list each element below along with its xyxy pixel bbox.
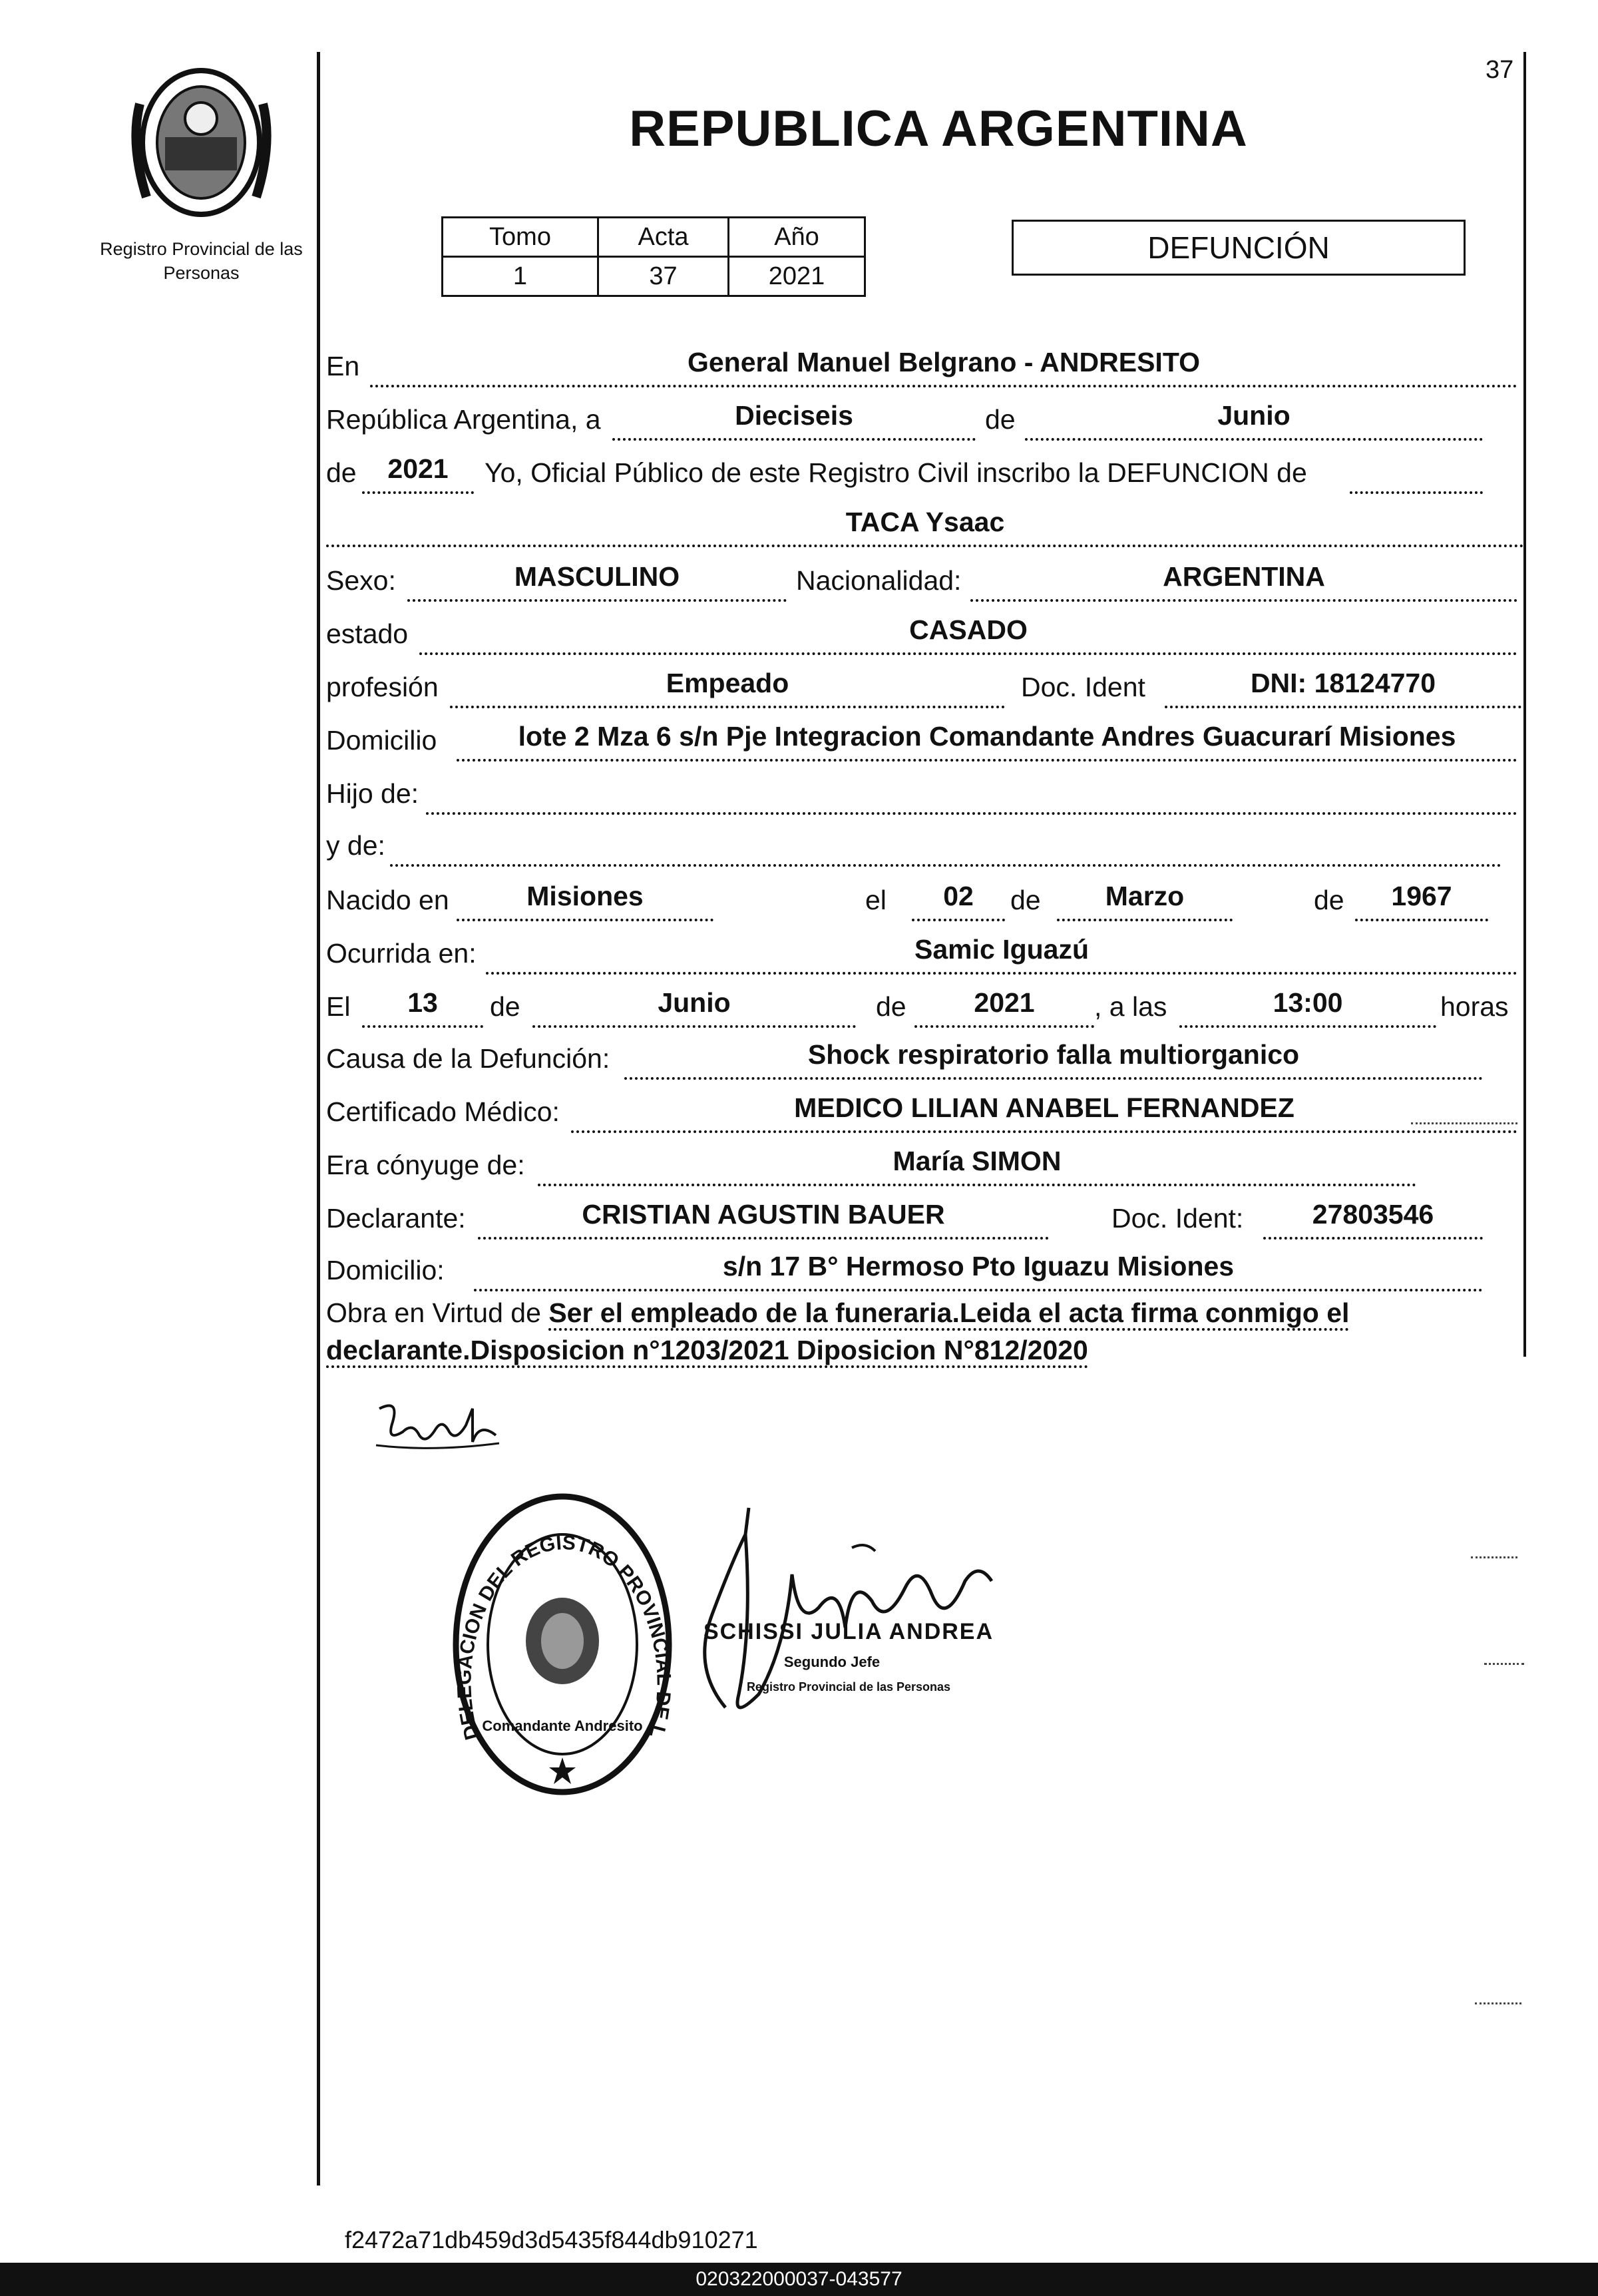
value-anio: 2021 (387, 453, 449, 484)
field-domicilio-declarante (474, 1252, 1483, 1291)
value-obra: Ser el empleado de la funeraria.Leida el acta firma conmigo el declarante.Disposicion n°1203/2021 Diposicion N°812/2020 (326, 1297, 1349, 1368)
field-y-de (390, 827, 1501, 867)
field-en (370, 347, 1517, 387)
label-y-de: y de: (326, 830, 385, 861)
declarant-signature (373, 1395, 506, 1455)
logo-caption: Registro Provincial de las Personas (100, 239, 303, 283)
value-estado: CASADO (909, 614, 1028, 645)
official-role: Segundo Jefe (783, 1654, 881, 1670)
field-month (1025, 401, 1483, 441)
row-profesion (326, 664, 1517, 712)
value-sexo: MASCULINO (514, 561, 680, 592)
value-declarante: CRISTIAN AGUSTIN BAUER (582, 1199, 945, 1230)
scan-artifact (1471, 1556, 1517, 1558)
label-hijo-de: Hijo de: (326, 778, 419, 809)
label-el: el (865, 885, 887, 915)
value-domicilio-declarante: s/n 17 B° Hermoso Pto Iguazu Misiones (722, 1251, 1235, 1281)
field-nacido-mes (1057, 881, 1233, 921)
row-en (326, 344, 1517, 391)
svg-text:Comandante Andresito: Comandante Andresito (482, 1718, 643, 1734)
field-ocurrida (486, 935, 1517, 975)
register-header-tomo: Tomo (443, 218, 598, 257)
field-hora (1179, 988, 1436, 1028)
label-obra: Obra en Virtud de (326, 1297, 541, 1328)
value-ocurrida: Samic Iguazú (914, 934, 1089, 965)
label-horas: horas (1440, 991, 1509, 1022)
barcode-strip (0, 2263, 1598, 2296)
value-domicilio: lote 2 Mza 6 s/n Pje Integracion Comandante Andres Guacurarí Misiones (518, 721, 1456, 752)
label-estado: estado (326, 618, 409, 649)
label-nacido-de1: de (1010, 885, 1041, 915)
value-nombre: TACA Ysaac (845, 507, 1005, 537)
value-conyuge: María SIMON (893, 1146, 1062, 1176)
left-margin-rule (317, 52, 320, 2185)
label-defuncion-de2: de (876, 991, 906, 1022)
row-nombre (326, 503, 1517, 551)
field-defuncion-mes (532, 988, 856, 1028)
label-defuncion-de1: de (490, 991, 520, 1022)
row-causa (326, 1036, 1517, 1084)
scan-artifact (1411, 1122, 1517, 1124)
right-margin-rule (1523, 52, 1526, 1357)
value-nacido-mes: Marzo (1105, 881, 1185, 911)
row-domicilio-declarante (326, 1248, 1517, 1295)
label-doc-ident: Doc. Ident (1021, 672, 1145, 702)
label-en: En (326, 351, 360, 381)
label-declarante: Declarante: (326, 1203, 466, 1234)
register-table (441, 216, 866, 297)
document-hash: f2472a71db459d3d5435f844db910271 (345, 2226, 758, 2253)
field-nacido-dia (912, 881, 1005, 921)
field-sexo (407, 562, 787, 602)
label-profesion: profesión (326, 672, 439, 702)
field-certificado (571, 1093, 1517, 1133)
label-ocurrida: Ocurrida en: (326, 938, 477, 969)
value-nacido-anio: 1967 (1391, 881, 1452, 911)
field-nacido-anio (1355, 881, 1488, 921)
label-a-las: , a las (1094, 991, 1167, 1022)
row-sexo (326, 558, 1517, 606)
official-stamp (449, 1491, 676, 1797)
row-conyuge (326, 1142, 1517, 1190)
register-header-anio: Año (729, 218, 865, 257)
field-nacionalidad (970, 562, 1517, 602)
intro-text: Yo, Oficial Público de este Registro Civil inscribo la DEFUNCION de (485, 457, 1307, 488)
value-nacido-lugar: Misiones (526, 881, 644, 911)
value-defuncion-dia: 13 (407, 987, 438, 1018)
svg-text:DELEGACION DEL REGISTRO PROVIN: DELEGACION DEL REGISTRO PROVINCIAL DE L (453, 1531, 675, 1743)
field-declarante-doc (1263, 1200, 1483, 1240)
barcode-text: 020322000037-043577 (696, 2268, 902, 2290)
label-nacido: Nacido en (326, 885, 449, 915)
row-nacido (326, 877, 1517, 925)
field-profesion (450, 668, 1005, 708)
value-declarante-doc: 27803546 (1312, 1199, 1434, 1230)
value-hora: 13:00 (1273, 987, 1343, 1018)
field-nombre (326, 507, 1524, 547)
row-estado (326, 611, 1517, 659)
obra-en-virtud (326, 1294, 1524, 1369)
label-nacido-de2: de (1314, 885, 1344, 915)
label-domicilio-declarante: Domicilio: (326, 1255, 445, 1285)
value-profesion: Empeado (666, 668, 789, 698)
row-hijo-de (326, 771, 1517, 819)
field-defuncion-anio (914, 988, 1094, 1028)
field-causa (624, 1040, 1483, 1080)
label-republica: República Argentina, a (326, 404, 601, 435)
row-fecha-defuncion (326, 984, 1517, 1032)
field-day (612, 401, 976, 441)
page-title: REPUBLICA ARGENTINA (629, 101, 1248, 157)
row-anio (326, 450, 1517, 498)
field-hijo-de (426, 775, 1517, 815)
label-domicilio: Domicilio (326, 725, 437, 756)
page-number: 37 (1486, 56, 1514, 84)
label-declarante-doc: Doc. Ident: (1111, 1203, 1244, 1234)
field-nacido-lugar (457, 881, 713, 921)
document-type-box: DEFUNCIÓN (1012, 220, 1466, 276)
row-declarante (326, 1196, 1517, 1244)
scan-artifact (1484, 1663, 1524, 1665)
field-estado (419, 615, 1517, 655)
value-en: General Manuel Belgrano - ANDRESITO (687, 347, 1201, 377)
field-defuncion-dia (362, 988, 483, 1028)
field-trailing (1350, 454, 1483, 494)
value-day: Dieciseis (735, 400, 853, 431)
row-ocurrida (326, 931, 1517, 979)
field-conyuge (538, 1146, 1416, 1186)
value-defuncion-mes: Junio (658, 987, 731, 1018)
register-value-tomo: 1 (443, 257, 598, 296)
official-office: Registro Provincial de las Personas (746, 1680, 951, 1694)
value-causa: Shock respiratorio falla multiorganico (807, 1039, 1300, 1070)
label-conyuge: Era cónyuge de: (326, 1150, 525, 1180)
provincial-logo (126, 64, 276, 220)
label-de: de (985, 404, 1016, 435)
field-anio (362, 454, 474, 494)
label-nacionalidad: Nacionalidad: (796, 565, 962, 596)
field-declarante (478, 1200, 1049, 1240)
register-header-acta: Acta (598, 218, 729, 257)
field-doc-ident (1165, 668, 1521, 708)
value-doc-ident: DNI: 18124770 (1250, 668, 1436, 698)
label-sexo: Sexo: (326, 565, 396, 596)
label-de-anio: de (326, 457, 357, 488)
value-nacido-dia: 02 (943, 881, 974, 911)
field-domicilio (457, 722, 1517, 762)
label-certificado: Certificado Médico: (326, 1096, 560, 1127)
register-value-acta: 37 (598, 257, 729, 296)
label-causa: Causa de la Defunción: (326, 1043, 610, 1074)
value-certificado: MEDICO LILIAN ANABEL FERNANDEZ (794, 1092, 1295, 1123)
register-value-anio: 2021 (729, 257, 865, 296)
scan-artifact (1475, 2002, 1521, 2004)
value-nacionalidad: ARGENTINA (1163, 561, 1325, 592)
row-y-de (326, 823, 1517, 871)
value-month: Junio (1217, 400, 1291, 431)
value-defuncion-anio: 2021 (974, 987, 1035, 1018)
row-fecha (326, 397, 1517, 445)
row-domicilio (326, 718, 1517, 766)
row-certificado (326, 1089, 1517, 1137)
official-name: SCHISSI JULIA ANDREA (703, 1619, 994, 1644)
label-el-defuncion: El (326, 991, 351, 1022)
